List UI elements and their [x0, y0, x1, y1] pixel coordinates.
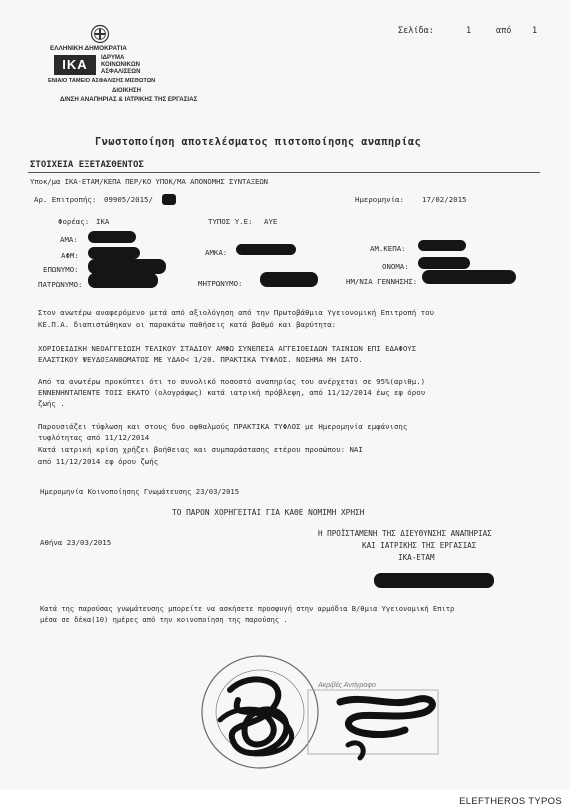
- father-label: ΠΑΤΡΩΝΥΜΟ:: [38, 280, 83, 289]
- header-line3: ΚΟΙΝΩΝΙΚΩΝ: [101, 62, 141, 68]
- committee-value: 09905/2015/: [104, 195, 153, 204]
- birth-label: ΗΜ/ΝΙΑ ΓΕΝΝΗΣΗΣ:: [346, 277, 418, 286]
- redaction-mark: [374, 573, 494, 588]
- page-total: 1: [532, 26, 538, 36]
- percentage-line-1: Από τα ανωτέρω προκύπτει ότι το συνολικό ποσοστό αναπηρίας του ανέρχεται σε 95%(αριθμ.): [38, 377, 426, 386]
- surname-label: ΕΠΩΝΥΜΟ:: [43, 265, 79, 274]
- notification-date: Ημερομηνία Κοινοποίησης Γνωμάτευσης 23/03/2015: [40, 487, 240, 496]
- redaction-mark: [88, 247, 140, 259]
- page-of-label: από: [496, 26, 512, 36]
- redaction-mark: [88, 273, 158, 288]
- type-label: ΤΥΠΟΣ Υ.Ε:: [208, 217, 253, 226]
- date-label: Ημερομηνία:: [355, 195, 404, 204]
- place-date: Αθήνα 23/03/2015: [40, 538, 112, 547]
- appeal-line-2: μέσα σε δέκα(10) ημέρες από την κοινοποίηση της παρούσης .: [40, 615, 288, 624]
- committee-label: Αρ. Επιτροπής:: [34, 195, 97, 204]
- page-current: 1: [466, 26, 472, 36]
- fund-value: ΙΚΑ: [96, 217, 110, 226]
- care-line-1: Κατά ιατρική κρίση χρήζει βοήθειας και συμπαράστασης ετέρου προσώπου: ΝΑΙ: [38, 445, 363, 454]
- ama-label: ΑΜΑ:: [60, 235, 78, 244]
- mother-label: ΜΗΤΡΩΝΥΜΟ:: [198, 279, 243, 288]
- redaction-mark: [236, 244, 296, 255]
- page-label: Σελίδα:: [398, 26, 434, 36]
- header-line4: ΑΣΦΑΛΙΣΕΩΝ: [101, 69, 141, 75]
- header-line2: ΙΔΡΥΜΑ: [101, 55, 125, 61]
- legal-notice: ΤΟ ΠΑΡΟΝ ΧΟΡΗΓΕΙΤΑΙ ΓΙΑ ΚΑΘΕ ΝΟΜΙΜΗ ΧΡΗΣΗ: [172, 508, 365, 517]
- amkepa-label: ΑΜ.ΚΕΠΑ:: [370, 244, 406, 253]
- header-line7: Δ/ΝΣΗ ΑΝΑΠΗΡΙΑΣ & ΙΑΤΡΙΚΗΣ ΤΗΣ ΕΡΓΑΣΙΑΣ: [60, 96, 198, 103]
- document-title: Γνωστοποίηση αποτελέσματος πιστοποίησης αναπηρίας: [95, 136, 422, 148]
- diagnosis-line-2: ΕΛΑΣΤΙΚΟΥ ΨΕΥΔΟΞΑΝΘΩΜΑΤΟΣ ΜΕ ΥΔΑΟ< 1/20. ΠΡΑΚΤΙΚΑ ΤΥΦΛΟΣ. ΝΟΣΗΜΑ ΜΗ ΙΑΤΟ.: [38, 355, 363, 364]
- photo-credit: ELEFTHEROS TYPOS: [459, 796, 562, 807]
- header-line6: ΔΙΟΙΚΗΣΗ: [112, 88, 141, 94]
- percentage-line-2: ΕΝΝΕΝΗΝΤΑΠΕΝΤΕ ΤΟΙΣ ΕΚΑΤΟ (ολογράφως) κατά ιατρική πρόβλεψη, από 11/12/2014 έως εφ όρου: [38, 388, 426, 397]
- fund-label: Φορέας:: [58, 217, 90, 226]
- section-heading: ΣΤΟΙΧΕΙΑ ΕΞΕΤΑΣΘΕΝΤΟΣ: [30, 160, 144, 170]
- signatory-line-2: ΚΑΙ ΙΑΤΡΙΚΗΣ ΤΗΣ ΕΡΓΑΣΙΑΣ: [362, 541, 477, 550]
- header-country: ΕΛΛΗΝΙΚΗ ΔΗΜΟΚΡΑΤΙΑ: [50, 45, 127, 52]
- date-value: 17/02/2015: [422, 195, 467, 204]
- signatory-line-1: Η ΠΡΟΪΣΤΑΜΕΝΗ ΤΗΣ ΔΙΕΥΘΥΝΣΗΣ ΑΝΑΠΗΡΙΑΣ: [318, 529, 492, 538]
- header-line5: ΕΝΙΑΙΟ ΤΑΜΕΙΟ ΑΣΦΑΛΙΣΗΣ ΜΙΣΘΩΤΩΝ: [48, 78, 156, 84]
- amka-label: ΑΜΚΑ:: [205, 248, 228, 257]
- redaction-mark: [260, 272, 318, 287]
- redaction-mark: [422, 270, 516, 284]
- signatory-line-3: ΙΚΑ-ΕΤΑΜ: [398, 553, 435, 562]
- stamp-text: Ακριβές Αντίγραφο: [318, 682, 376, 689]
- redaction-mark: [162, 194, 176, 205]
- type-value: ΑΥΕ: [264, 217, 278, 226]
- greek-emblem-icon: [90, 24, 110, 44]
- care-line-2: από 11/12/2014 εφ όρου ζωής: [38, 457, 159, 466]
- redaction-mark: [88, 231, 136, 243]
- ika-logo: ΙΚΑ: [54, 55, 96, 75]
- diagnosis-line-1: ΧΟΡΙΟΕΙΔΙΚΗ ΝΕΟΑΓΓΕΙΩΣΗ ΤΕΛΙΚΟΥ ΣΤΑΔΙΟΥ ΑΜΦΩ ΣΥΝΕΠΕΙΑ ΑΓΓΕΙΟΕΙΔΩΝ ΤΑΙΝΙΩΝ ΕΠΙ ΕΔΑΦΟΥΣ: [38, 344, 417, 353]
- intro-line-1: Στον ανωτέρω αναφερόμενο μετά από αξιολόγηση από την Πρωτοβάθμια Υγειονομική Επιτροπή του: [38, 308, 435, 317]
- redaction-mark: [418, 240, 466, 251]
- name-label: ΟΝΟΜΑ:: [382, 262, 409, 271]
- blindness-line-1: Παρουσιάζει τύφλωση και στους δυο οφθαλμούς ΠΡΑΚΤΙΚΑ ΤΥΦΛΟΣ με Ημερομηνία εμφάνισης: [38, 422, 408, 431]
- blindness-line-2: τυφλότητας από 11/12/2014: [38, 433, 150, 442]
- appeal-line-1: Κατά της παρούσας γνωμάτευσης μπορείτε να ασκήσετε προσφυγή στην αρμόδια Β/θμια Υγειονομική Επιτρ: [40, 604, 455, 613]
- redaction-mark: [418, 257, 470, 269]
- intro-line-2: ΚΕ.Π.Α. διαπιστώθηκαν οι παρακάτω παθήσεις κατά βαθμό και βαρύτητα:: [38, 320, 337, 329]
- official-stamp: [190, 650, 450, 780]
- percentage-line-3: ζωής .: [38, 399, 65, 408]
- redaction-mark: [88, 259, 166, 274]
- section-subheading: Υποκ/μα ΙΚΑ-ΕΤΑΜ/ΚΕΠΑ ΠΕΡ/ΚΟ ΥΠΟΚ/ΜΑ ΑΠΟΝΟΜΗΣ ΣΥΝΤΑΞΕΩΝ: [30, 177, 268, 186]
- section-divider: [28, 172, 540, 173]
- afm-label: ΑΦΜ:: [61, 251, 79, 260]
